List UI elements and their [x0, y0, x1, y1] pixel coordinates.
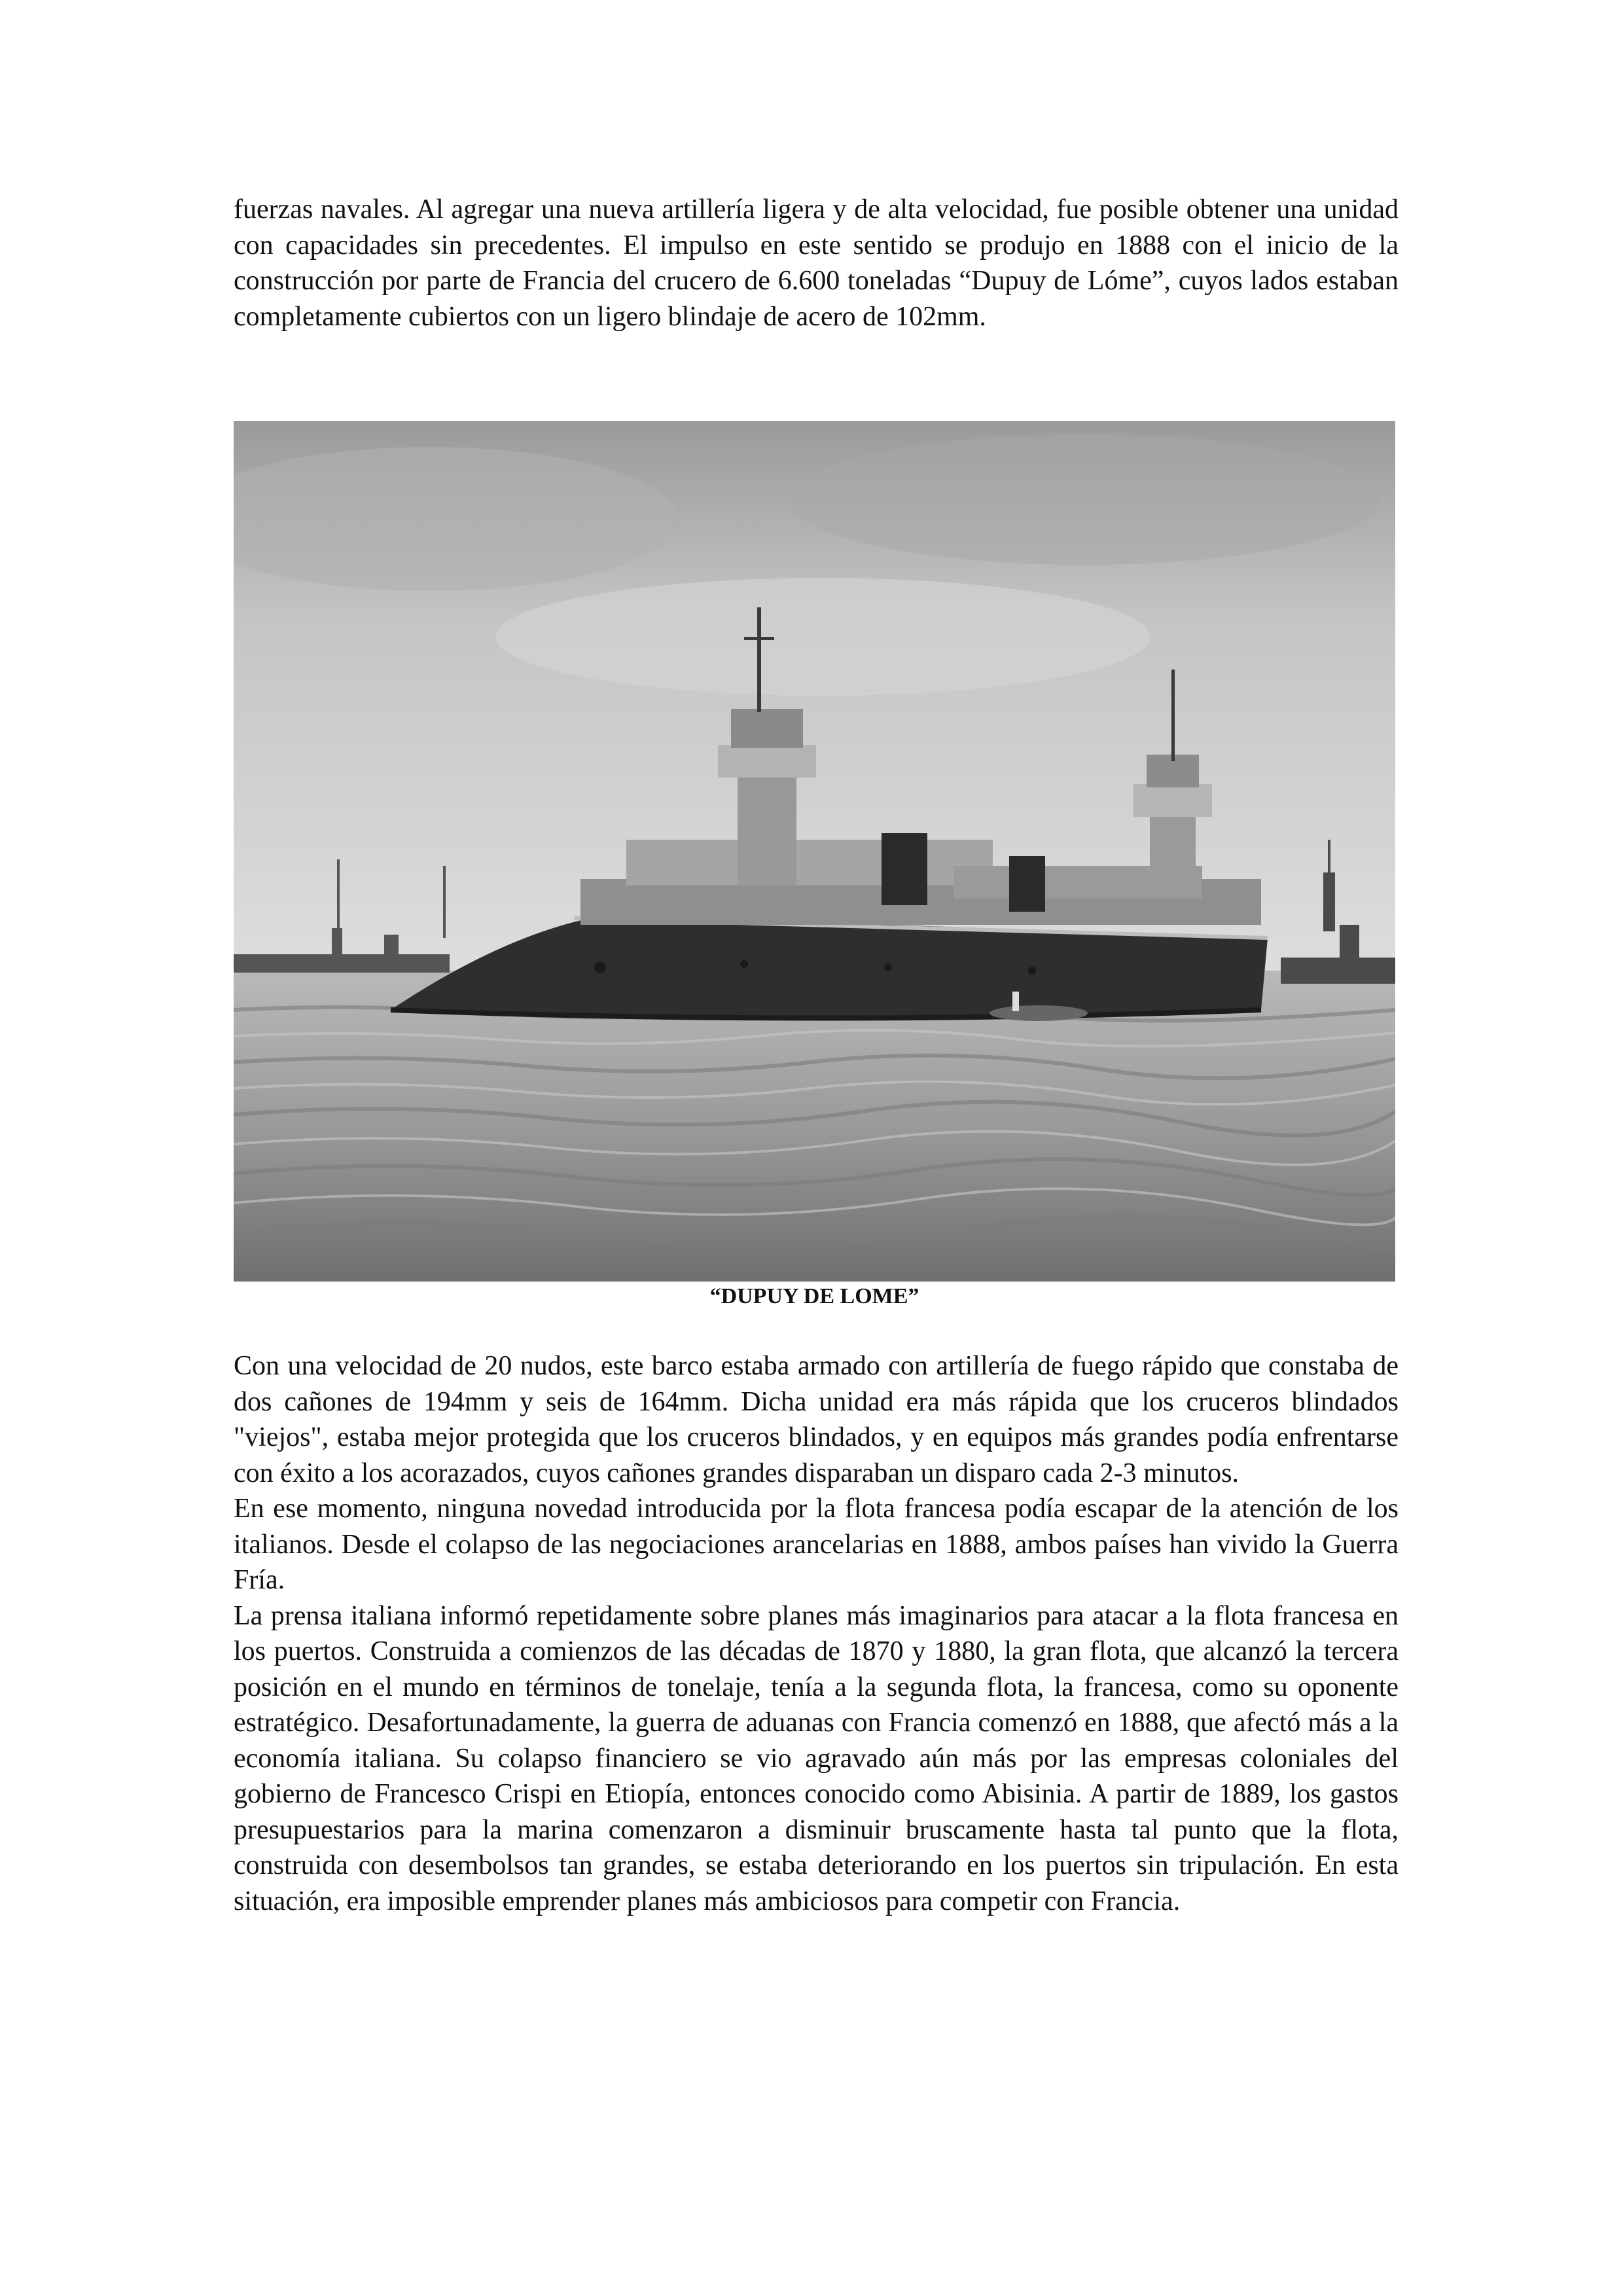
paragraph: Con una velocidad de 20 nudos, este barco estaba armado con artillería de fuego rápido que constaba de dos cañones de 194mm y seis de 164mm. Dicha unidad era más rápida que los cruceros blindados "viejos", estaba mejor protegida que los cruceros blindados, y en equipos más grandes podía enfrentarse con éxito a los acorazados, cuyos cañones grandes disparaban un disparo cada 2-3 minutos. [234, 1351, 1399, 1488]
paragraph: En ese momento, ninguna novedad introducida por la flota francesa podía escapar de la atención de los italianos. Desde el colapso de las negociaciones arancelarias en 1888, ambos países han vivido la Guerra Fría. [234, 1494, 1399, 1595]
figure-caption: “DUPUY DE LOME” [709, 1284, 919, 1308]
ship-photograph [234, 421, 1395, 1282]
body-text [234, 1348, 1399, 1919]
ship-photo-icon [234, 421, 1395, 1282]
intro-paragraph: fuerzas navales. Al agregar una nueva artillería ligera y de alta velocidad, fue posible obtener una unidad con capacidades sin precedentes. El impulso en este sentido se produjo en 1888 con el inicio de la construcción por parte de Francia del crucero de 6.600 toneladas “Dupuy de Lóme”, cuyos lados estaban completamente cubiertos con un ligero blindaje de acero de 102mm. [234, 194, 1399, 332]
paragraph: La prensa italiana informó repetidamente sobre planes más imaginarios para atacar a la flota francesa en los puertos. Construida a comienzos de las décadas de 1870 y 1880, la gran flota, que alcanzó la tercera posición en el mundo en términos de tonelaje, tenía a la segunda flota, la francesa, como su oponente estratégico. Desafortunadamente, la guerra de aduanas con Francia comenzó en 1888, que afectó más a la economía italiana. Su colapso financiero se vio agravado aún más por las empresas coloniales del gobierno de Francesco Crispi en Etiopía, entonces conocido como Abisinia. A partir de 1889, los gastos presupuestarios para la marina comenzaron a disminuir bruscamente hasta tal punto que la flota, construida con desembolsos tan grandes, se estaba deteriorando en los puertos sin tripulación. En esta situación, era imposible emprender planes más ambiciosos para competir con Francia. [234, 1600, 1399, 1916]
